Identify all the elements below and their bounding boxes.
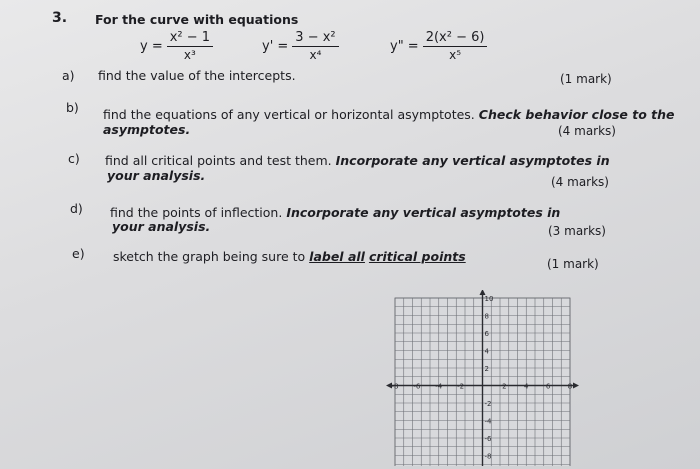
equation-y [140,30,213,62]
y-tick-label: -4 [484,417,492,426]
y-tick-label: 8 [484,312,489,321]
x-tick-label: 8 [567,382,573,391]
x-axis-arrow [573,383,579,389]
equation-y-prime [262,30,339,62]
part-c-emphasis: Incorporate any vertical asymptotes in [335,153,610,168]
part-d-line [110,205,560,220]
part-c-label: c) [68,151,80,166]
equation-y-prime-numerator: 3 − x² [292,30,338,47]
y-tick-label: 4 [484,347,489,356]
x-tick-label: -2 [457,382,465,391]
part-e-label: e) [72,246,85,261]
question-number: 3. [52,10,68,26]
part-a-label: a) [62,68,75,83]
part-a-text: find the value of the intercepts. [98,68,296,83]
x-tick-label: -4 [435,382,443,391]
part-c-text: find all critical points and test them. [105,153,332,168]
part-c-emphasis-2: your analysis. [107,168,206,183]
equation-y-numerator: x² − 1 [167,30,213,47]
y-tick-label: -8 [484,452,492,461]
x-tick-label: -8 [391,382,399,391]
part-d-marks: (3 marks) [548,224,606,238]
part-e-text: sketch the graph being sure to [113,249,306,264]
question-intro: For the curve with equations [95,12,299,27]
part-e-marks: (1 mark) [547,257,599,271]
part-a-marks: (1 mark) [560,72,612,86]
x-tick-label: 4 [524,382,529,391]
part-d-label: d) [70,201,83,216]
x-tick-label: 6 [545,382,551,391]
part-b-text: find the equations of any vertical or horizontal asymptotes. [103,107,475,122]
part-e-line [113,249,466,264]
part-c-line [105,153,610,168]
x-tick-label: 2 [502,382,507,391]
equation-y-prime-denominator: x⁴ [309,48,322,62]
part-b-emphasis: Check behavior close to the [478,107,675,122]
part-d-text: find the points of inflection. [110,205,283,220]
y-tick-label: -6 [484,435,492,443]
part-d-emphasis: Incorporate any vertical asymptotes in [286,205,561,220]
part-e-underline-2: critical points [368,249,466,264]
coordinate-grid [385,290,585,466]
part-d-emphasis-2: your analysis. [112,219,211,234]
y-tick-label: 6 [484,330,489,338]
equation-y-double-prime-numerator: 2(x² − 6) [423,30,488,47]
equation-y-prime-lhs: y' = [262,38,289,54]
x-tick-label: -6 [413,382,421,391]
y-tick-label: 2 [484,365,489,373]
part-b-line [103,107,675,122]
part-c-marks: (4 marks) [551,175,609,189]
equation-y-double-prime [390,30,487,62]
y-tick-label: -2 [484,400,492,408]
equation-y-denominator: x³ [183,48,196,62]
part-b-marks: (4 marks) [558,124,616,138]
equation-y-lhs: y = [140,38,163,54]
part-b-label: b) [66,100,79,115]
y-tick-label: 10 [484,295,494,303]
equation-y-double-prime-denominator: x⁵ [449,48,462,62]
part-e-underline-1: label all [309,249,365,264]
equation-y-double-prime-lhs: y" = [390,38,419,54]
part-b-emphasis-2: asymptotes. [103,122,191,137]
